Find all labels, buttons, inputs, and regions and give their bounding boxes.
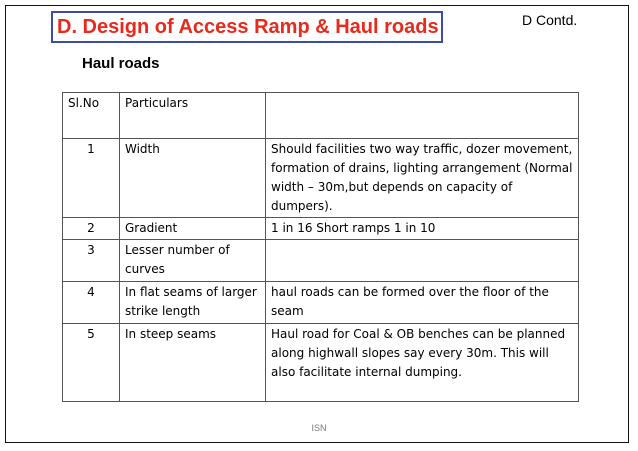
row-details: Haul road for Coal & OB benches can be planned along highwall slopes say every 30m. This will also facilitate internal dumping.	[266, 324, 579, 402]
slide-title: D. Design of Access Ramp & Haul roads	[57, 15, 439, 38]
section-subtitle: Haul roads	[82, 55, 160, 72]
header-slno: Sl.No	[63, 93, 120, 139]
row-slno: 3	[63, 240, 120, 282]
table-row	[63, 324, 579, 402]
continued-label: D Contd.	[522, 12, 578, 28]
row-particulars: Lesser number of curves	[120, 240, 266, 282]
row-details: 1 in 16 Short ramps 1 in 10	[266, 218, 579, 240]
row-slno: 5	[63, 324, 120, 402]
table-row	[63, 240, 579, 282]
table-row	[63, 218, 579, 240]
table-header-row	[63, 93, 579, 139]
row-details	[266, 240, 579, 282]
row-particulars: Width	[120, 139, 266, 218]
header-particulars: Particulars	[120, 93, 266, 139]
footer-label: ISN	[311, 423, 327, 433]
table-row	[63, 139, 579, 218]
row-particulars: In flat seams of larger strike length	[120, 282, 266, 324]
header-details	[266, 93, 579, 139]
row-particulars: In steep seams	[120, 324, 266, 402]
row-details: haul roads can be formed over the floor of the seam	[266, 282, 579, 324]
row-slno: 4	[63, 282, 120, 324]
row-particulars: Gradient	[120, 218, 266, 240]
haul-roads-table	[62, 92, 579, 402]
row-slno: 1	[63, 139, 120, 218]
row-slno: 2	[63, 218, 120, 240]
table-row	[63, 282, 579, 324]
title-box	[51, 11, 443, 43]
row-details: Should facilities two way traffic, dozer movement, formation of drains, lighting arrangement (Normal width – 30m,but depends on capacity of dumpers).	[266, 139, 579, 218]
